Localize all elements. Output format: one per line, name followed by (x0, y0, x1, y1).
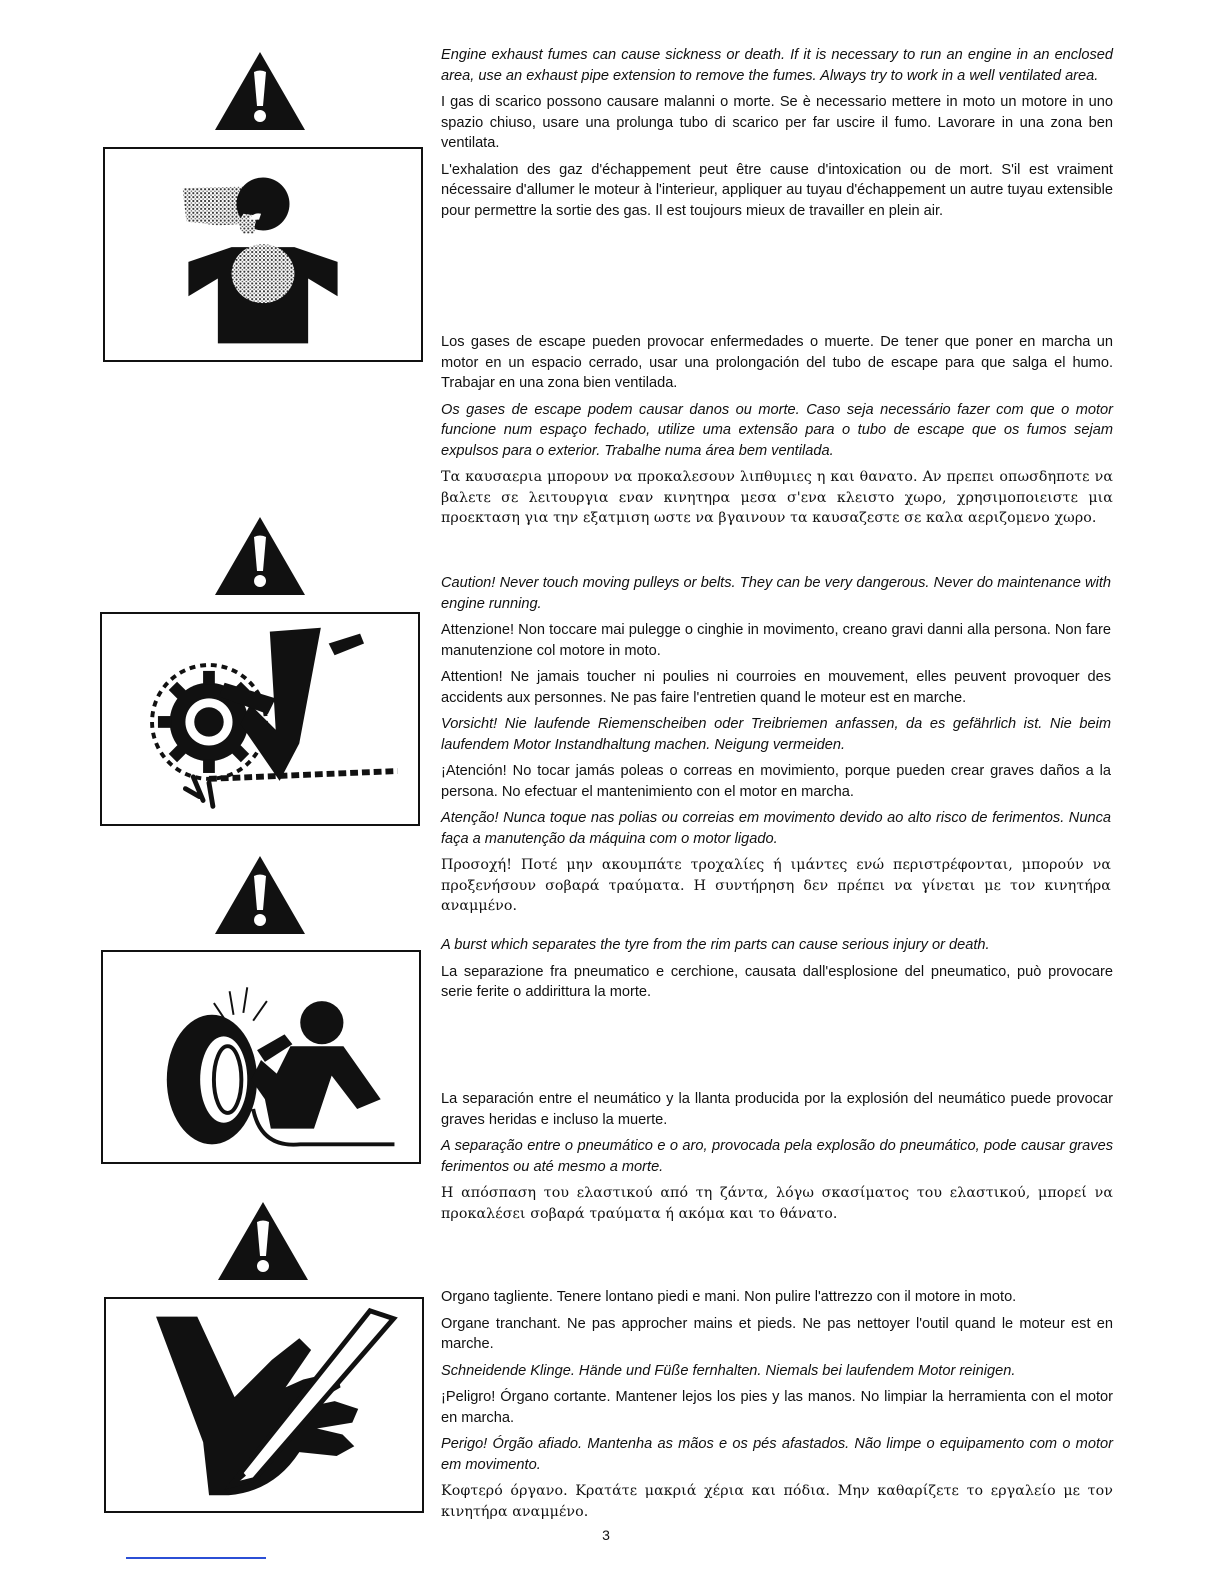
blade-warning-it: Organo tagliente. Tenere lontano piedi e mani. Non pulire l'attrezzo con il motore in moto. (441, 1289, 1017, 1305)
pulleys-warning-el: Προσοχή! Ποτέ μην ακουμπάτε τροχαλίες ή ιμάντες ενώ περιστρέφονται, μπορούν να προξενήσουν σοβαρά τραύματα. Η συντήρηση δεν πρέπει να γίνεται με τον κινητήρα αναμμένο. (441, 857, 1111, 914)
pulleys-warning-it: Attenzione! Non toccare mai pulegge o cinghie in movimento, creano gravi danni alla persona. Non fare manutenzione col motore in moto. (441, 622, 1111, 659)
pulleys-warning-es: ¡Atención! No tocar jamás poleas o correas en movimiento, porque pueden crear graves daños a la persona. No efectuar el mantenimiento con el motor en marcha. (441, 763, 1111, 800)
tyre-burst-icon (101, 950, 421, 1164)
exhaust-warning-es: Los gases de escape pueden provocar enfermedades o muerte. De tener que poner en marcha un motor en un espacio cerrado, usar una prolongación del tubo de escape para que salga el humo. Trabajar en una zona bien ventilada. (441, 334, 1113, 391)
tyre-text-a (441, 935, 1113, 1009)
cutting-blade-hand-icon (104, 1297, 424, 1513)
blade-warning-el: Κοφτερό όργανο. Κρατάτε μακριά χέρια και πόδια. Μην καθαρίζετε το εργαλείο με τον κινητήρα αναμμένο. (441, 1483, 1113, 1520)
warning-triangle-icon (213, 50, 307, 132)
pulleys-warning-de: Vorsicht! Nie laufende Riemenscheiben oder Treibriemen anfassen, da es gefährlich ist. Nie beim laufendem Motor Instandhaltung machen. Neigung vermeiden. (441, 716, 1111, 753)
pulleys-warning-fr: Attention! Ne jamais toucher ni poulies ni courroies en mouvement, elles peuvent provoquer des accidents aux personnes. Ne pas faire l'entretien quand le moteur est en marche. (441, 669, 1111, 706)
exhaust-warning-it: I gas di scarico possono causare malanni o morte. Se è necessario mettere in moto un motore in uno spazio chiuso, usare una prolunga tubo di scarico per far uscire il fumo. Lavorare in una zona ben ventilata. (441, 94, 1113, 151)
tyre-text-b (441, 1089, 1113, 1230)
blade-warning-fr: Organe tranchant. Ne pas approcher mains et pieds. Ne pas nettoyer l'outil quand le moteur est en marche. (441, 1315, 1113, 1352)
exhaust-warning-fr: L'exhalation des gaz d'échappement peut être cause d'intoxication ou de mort. S'il est vraiment nécessaire d'allumer le moteur à l'interieur, appliquer au tuyau d'échappement un autre tuyau extensible pour permettre la sortie des gas. Il est toujours mieux de travailler en plein air. (441, 161, 1113, 219)
pulleys-warning-en: Caution! Never touch moving pulleys or belts. They can be very dangerous. Never do maintenance with engine running. (441, 575, 1111, 612)
pulleys-text (441, 573, 1111, 923)
warning-triangle-icon (213, 515, 307, 597)
blade-warning-pt: Perigo! Órgão afiado. Mantenha as mãos e os pés afastados. Não limpe o equipamento com o motor em movimento. (441, 1436, 1113, 1473)
exhaust-warning-pt: Os gases de escape podem causar danos ou morte. Caso seja necessário fazer com que o motor funcione num espaço fechado, utilize uma extensão para o tubo de escape que os fumos sejam expulsos para o exterior. Trabalhe numa área bem ventilada. (441, 401, 1113, 459)
warning-triangle-icon (216, 1200, 310, 1282)
blade-warning-es: ¡Peligro! Órgano cortante. Mantener lejos los pies y las manos. No limpiar la herramienta con el motor en marcha. (441, 1389, 1113, 1426)
exhaust-warning-en: Engine exhaust fumes can cause sickness or death. If it is necessary to run an engine in an enclosed area, use an exhaust pipe extension to remove the fumes. Always try to work in a well ventilated area. (441, 47, 1113, 84)
tyre-warning-pt: A separação entre o pneumático e o aro, provocada pela explosão do pneumático, pode causar graves ferimentos ou até mesmo a morte. (441, 1138, 1113, 1175)
rotating-pulley-belt-icon (100, 612, 420, 826)
warning-triangle-icon (213, 854, 307, 936)
exhaust-text-b (441, 332, 1113, 535)
tyre-warning-el: Η απόσπαση του ελαστικού από τη ζάντα, λόγω σκασίματος του ελαστικού, μπορεί να προκαλέσει σοβαρά τραύματα ή ακόμα και το θάνατο. (441, 1185, 1113, 1222)
blade-warning-de: Schneidende Klinge. Hände und Füße fernhalten. Niemals bei laufendem Motor reinigen. (441, 1362, 1016, 1379)
blade-text (441, 1287, 1113, 1528)
tyre-warning-it: La separazione fra pneumatico e cerchione, causata dall'esplosione del pneumatico, può provocare serie ferite o addirittura la morte. (441, 963, 1113, 1000)
tyre-warning-en: A burst which separates the tyre from the rim parts can cause serious injury or death. (441, 937, 990, 953)
footer-rule (126, 1557, 266, 1559)
exhaust-fumes-icon (103, 147, 423, 362)
page-number: 3 (602, 1527, 610, 1543)
pulleys-warning-pt: Atenção! Nunca toque nas polias ou correias em movimento devido ao alto risco de ferimentos. Nunca faça a manutenção da máquina com o motor ligado. (441, 810, 1111, 847)
exhaust-text-a (441, 45, 1113, 227)
exhaust-warning-el: Τα καυσαεριa μπορουν να προκαλεσουν λιπθυμιες η και θανατο. Αν πρεπει οπωσδηποτε να βαλετε σε λειτουργια εναν κινητηρα μεσα σ'ενα κλειστο χωρο, χρησιμοποιειστε μια προεκταση για την εξατμιση ωστε να βγαινουν τα καυσαζεστε σε καλα αεριζομενο χωρο. (441, 469, 1113, 526)
tyre-warning-es: La separación entre el neumático y la llanta producida por la explosión del neumático puede provocar graves heridas e incluso la muerte. (441, 1091, 1113, 1128)
